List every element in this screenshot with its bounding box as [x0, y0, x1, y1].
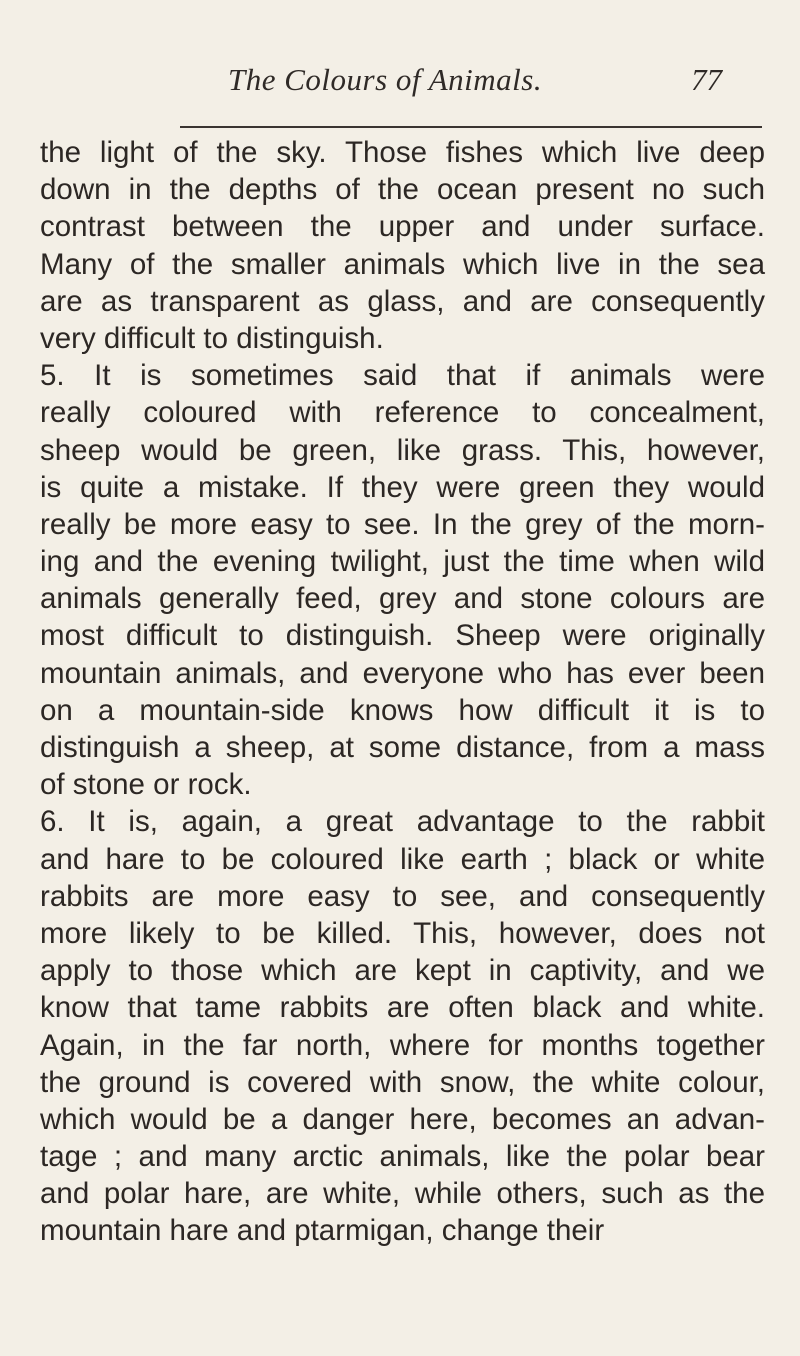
text-line: Many of the smaller animals which live in the sea — [40, 247, 765, 281]
text-line: animals generally feed, grey and stone colours are — [40, 582, 765, 616]
text-line: mountain animals, and everyone who has ever been — [40, 656, 765, 690]
text-line: which would be a danger here, becomes an advan- — [40, 1102, 765, 1136]
running-title: The Colours of Animals. — [228, 62, 543, 97]
page-number: 77 — [691, 62, 722, 97]
text-line: ing and the evening twilight, just the time when wild — [40, 545, 765, 579]
paragraph-6-start: 6. It is, again, a great advantage to the rabbit — [40, 805, 765, 839]
text-line: sheep would be green, like grass. This, however, — [40, 433, 765, 467]
paragraph-5-start: 5. It is sometimes said that if animals were — [40, 359, 765, 393]
text-line: and hare to be coloured like earth ; black or white — [40, 842, 765, 876]
text-line: really coloured with reference to concealment, — [40, 396, 765, 430]
text-line: Again, in the far north, where for months together — [40, 1028, 765, 1062]
text-line: down in the depths of the ocean present no such — [40, 173, 765, 207]
text-line: and polar hare, are white, while others, such as the — [40, 1177, 765, 1211]
text-line: tage ; and many arctic animals, like the polar bear — [40, 1140, 765, 1174]
text-line: most difficult to distinguish. Sheep were originally — [40, 619, 765, 653]
text-line: know that tame rabbits are often black and white. — [40, 991, 765, 1025]
text-line: on a mountain-side knows how difficult it is to — [40, 693, 765, 727]
text-line: the light of the sky. Those fishes which live deep — [40, 136, 765, 169]
text-line: really be more easy to see. In the grey of the morn- — [40, 507, 765, 541]
text-line: the ground is covered with snow, the white colour, — [40, 1065, 765, 1099]
text-line: more likely to be killed. This, however, does not — [40, 916, 765, 950]
running-header — [0, 62, 800, 102]
text-line: distinguish a sheep, at some distance, from a mass — [40, 731, 765, 764]
body-text — [40, 134, 765, 1250]
text-line: rabbits are more easy to see, and consequently — [40, 879, 765, 913]
text-line: are as transparent as glass, and are consequently — [40, 284, 765, 318]
header-rule — [180, 126, 762, 128]
text-line: is quite a mistake. If they were green they would — [40, 470, 765, 504]
text-line: of stone or rock. — [40, 768, 252, 802]
text-line: apply to those which are kept in captivity, and we — [40, 954, 765, 988]
text-line: very difficult to distinguish. — [40, 321, 384, 355]
text-line: contrast between the upper and under surface. — [40, 210, 765, 244]
text-line: mountain hare and ptarmigan, change their — [40, 1214, 605, 1248]
